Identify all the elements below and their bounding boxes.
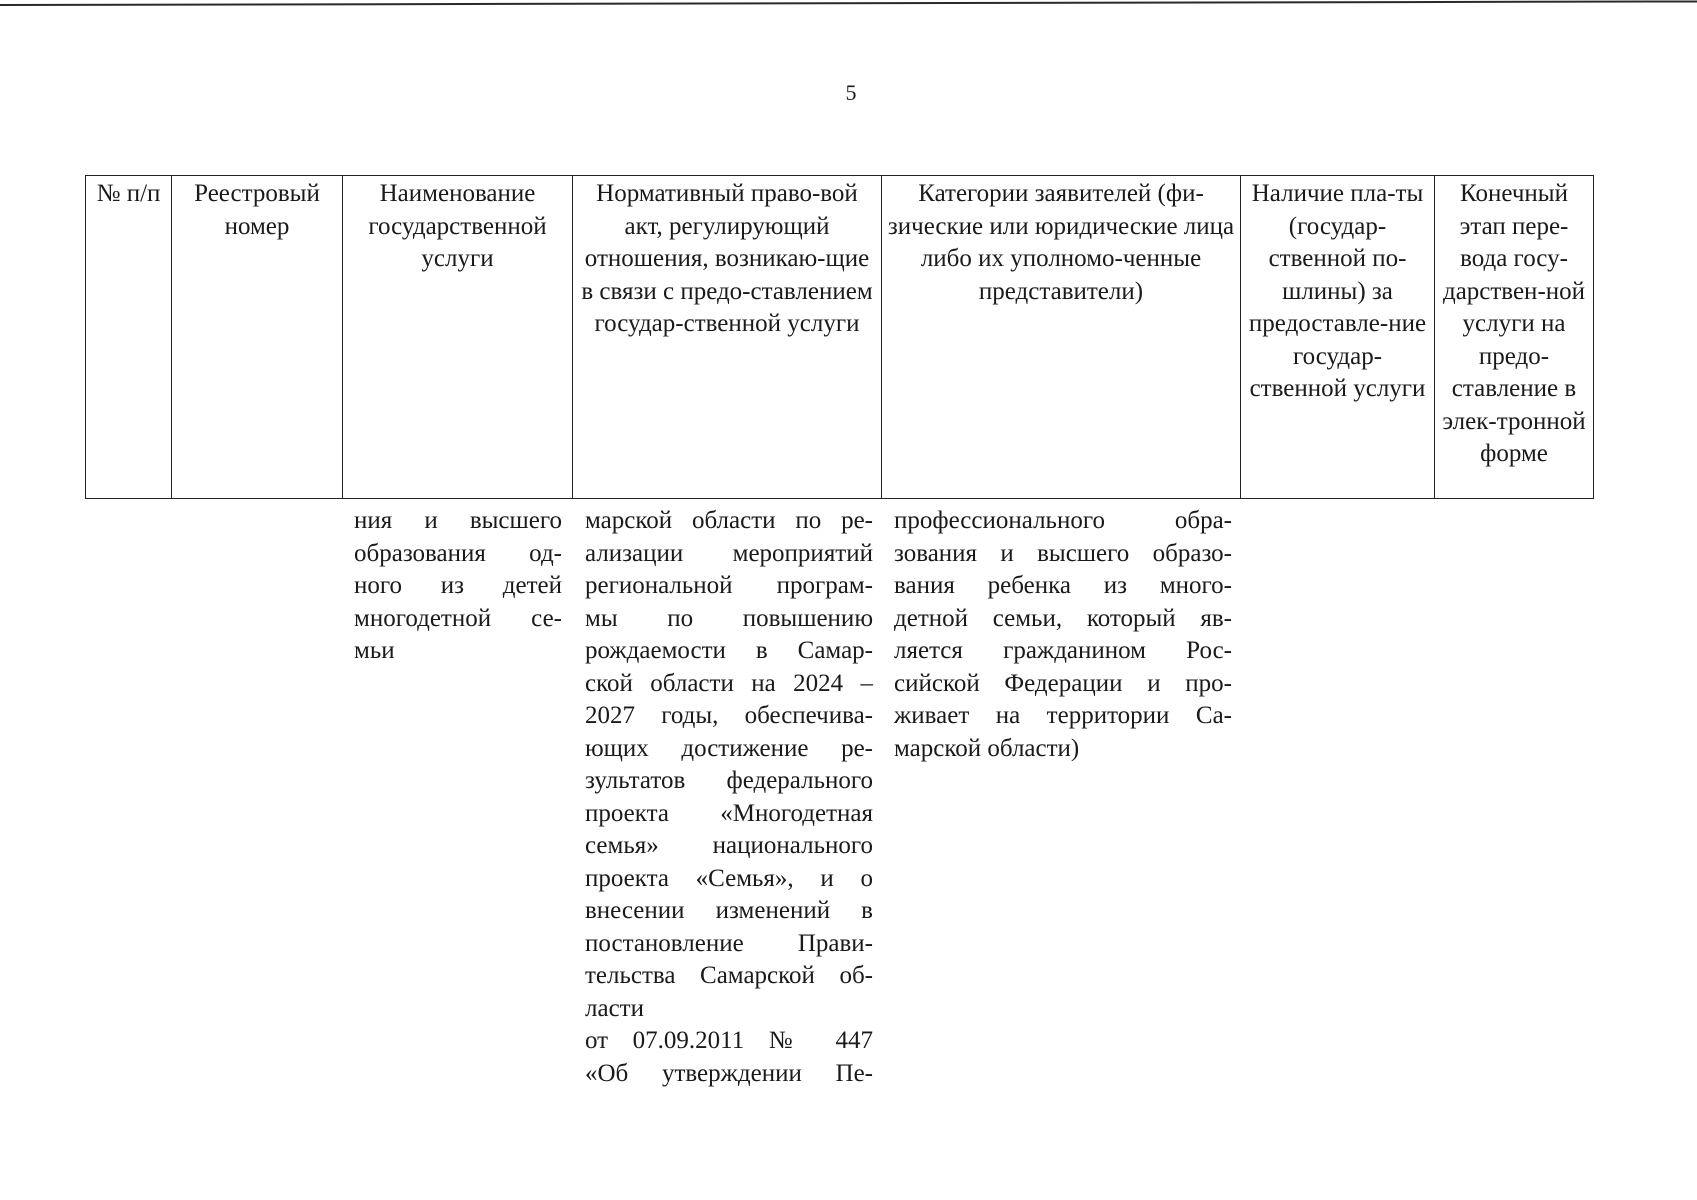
text-line: вания ребенка из много- bbox=[894, 572, 1232, 599]
text-line: образования од- bbox=[354, 539, 562, 567]
text-line: проекта «Многодетная bbox=[585, 799, 873, 827]
text-line: «Об утверждении Пе- bbox=[585, 1059, 873, 1087]
text-line: ласти bbox=[585, 994, 644, 1022]
text-line: рождаемости в Самар- bbox=[585, 637, 873, 664]
text-line: зования и высшего образо- bbox=[894, 539, 1232, 567]
text-line: ской области на 2024 – bbox=[585, 669, 873, 697]
text-line: региональной програм- bbox=[585, 572, 873, 599]
text-line: постановление Прави- bbox=[585, 929, 873, 957]
text-line: ляется гражданином Рос- bbox=[894, 637, 1232, 664]
text-line: мы по повышению bbox=[585, 604, 873, 632]
text-line: марской области по ре- bbox=[585, 507, 873, 534]
text-line: ализации мероприятий bbox=[585, 539, 873, 567]
header-electronic-stage: Конечный этап пере-вода госу-дарствен-ной услуги на предо-ставление в элек-тронной форме bbox=[1435, 176, 1594, 499]
text-line: тельства Самарской об- bbox=[585, 962, 873, 989]
text-line: проекта «Семья», и о bbox=[585, 864, 873, 892]
text-line: 2027 годы, обеспечива- bbox=[585, 702, 873, 729]
text-line: от 07.09.2011 № 447 bbox=[585, 1027, 873, 1054]
table-header-row bbox=[86, 176, 1594, 499]
header-fee: Наличие пла-ты (государ-ственной по-шлины) за предоставле-ние государ-ственной услуги bbox=[1241, 176, 1435, 499]
page-number: 5 bbox=[845, 80, 857, 105]
legal-act-cell bbox=[585, 505, 873, 1090]
text-line: марской области) bbox=[894, 734, 1080, 762]
text-line: профессионального обра- bbox=[894, 507, 1232, 534]
text-line: ного из детей bbox=[354, 572, 562, 599]
text-line: сийской Федерации и про- bbox=[894, 669, 1232, 697]
header-applicant-categories: Категории заявителей (фи-зические или юридические лица либо их уполномо-ченные представители) bbox=[882, 176, 1241, 499]
text-line: зультатов федерального bbox=[585, 767, 873, 794]
service-name-cell bbox=[354, 505, 562, 668]
header-legal-act: Нормативный право-вой акт, регулирующий отношения, возникаю-щие в связи с предо-ставлением государ-ственной услуги bbox=[573, 176, 882, 499]
text-line: мьи bbox=[354, 637, 395, 664]
text-line: внесении изменений в bbox=[585, 897, 873, 924]
header-service-name: Наименование государственной услуги bbox=[343, 176, 573, 499]
header-number: № п/п bbox=[86, 176, 172, 499]
services-table-header bbox=[85, 175, 1594, 499]
text-line: ния и высшего bbox=[354, 507, 562, 534]
header-registry-number: Реестровый номер bbox=[172, 176, 343, 499]
text-line: ющих достижение ре- bbox=[585, 734, 873, 762]
text-line: детной семьи, который яв- bbox=[894, 604, 1232, 632]
text-line: живает на территории Са- bbox=[894, 702, 1232, 729]
applicant-categories-cell bbox=[894, 505, 1232, 765]
text-line: многодетной се- bbox=[354, 604, 562, 632]
top-rule bbox=[0, 0, 1697, 6]
text-line: семья» национального bbox=[585, 832, 873, 859]
